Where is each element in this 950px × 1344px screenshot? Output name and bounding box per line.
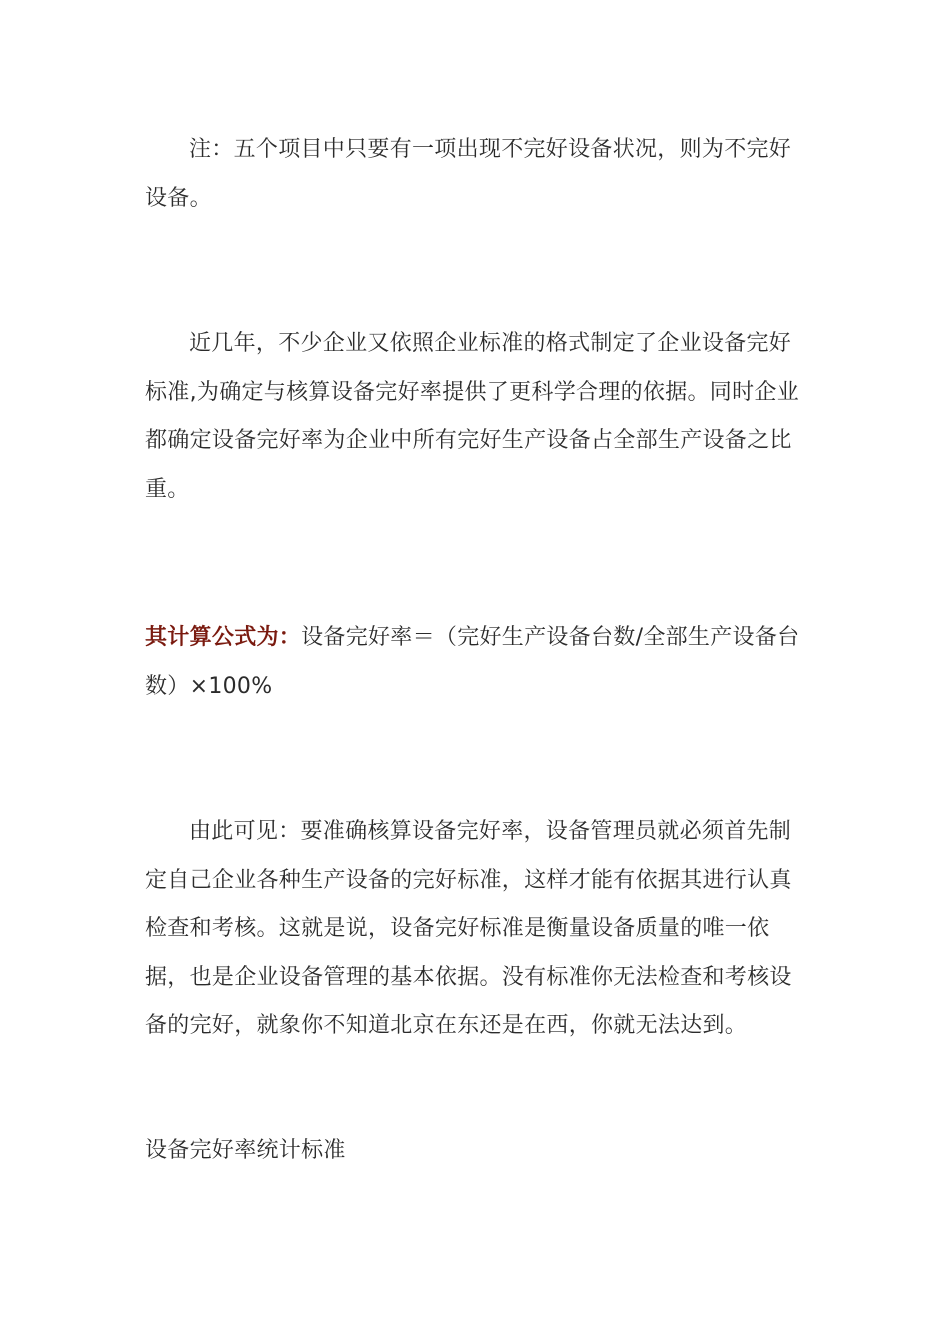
formula-label: 其计算公式为： — [145, 625, 302, 650]
conclusion-paragraph: 由此可见：要准确核算设备完好率，设备管理员就必须首先制定自己企业各种生产设备的完好标准，这样才能有依据其进行认真检查和考核。这就是说，设备完好标准是衡量设备质量的唯一依据，也是企业设备管理的基本依据。没有标准你无法检查和考核设备的完好，就象你不知道北京在东还是在西，你就无法达到。 — [145, 819, 792, 1038]
note-paragraph: 注：五个项目中只要有一项出现不完好设备状况，则为不完好设备。 — [145, 137, 792, 211]
formula-paragraph — [145, 614, 805, 711]
standards-paragraph: 近几年，不少企业又依照企业标准的格式制定了企业设备完好标准,为确定与核算设备完好率提供了更科学合理的依据。同时企业都确定设备完好率为企业中所有完好生产设备占全部生产设备之比重。 — [145, 331, 799, 502]
section-heading: 设备完好率统计标准 — [145, 1138, 346, 1163]
formula-expression: 设备完好率＝（完好生产设备台数/全部生产设备台数）×100% — [145, 625, 800, 699]
